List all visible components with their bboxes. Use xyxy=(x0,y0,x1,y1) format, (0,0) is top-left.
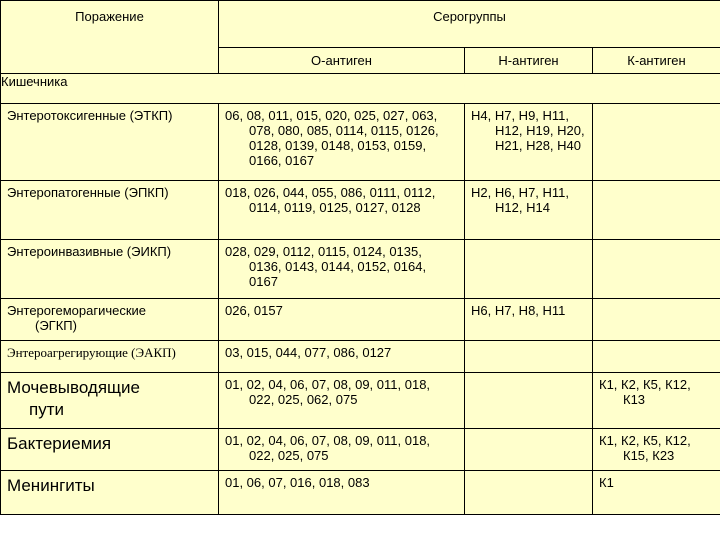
o-antigen-cell: 03, 015, 044, 077, 086, 0127 xyxy=(219,341,465,373)
k-antigen-header: К-антиген xyxy=(593,48,720,74)
o-antigen-cell xyxy=(219,104,465,181)
o-antigen-line: 01, 02, 04, 06, 07, 08, 09, 011, 018, xyxy=(225,433,431,448)
k-antigen-cont: К15, К23 xyxy=(623,448,675,463)
h-antigen-line: Н4, Н7, Н9, Н11, xyxy=(471,108,570,123)
h-antigen-cont: Н12, Н19, Н20, Н21, Н28, Н40 xyxy=(495,123,585,153)
o-antigen-line: 028, 029, 0112, 0115, 0124, 0135, xyxy=(225,244,422,259)
h-antigen-cell xyxy=(465,104,593,181)
o-antigen-cont: 0136, 0143, 0144, 0152, 0164, 0167 xyxy=(249,259,427,289)
k-antigen-cell xyxy=(593,299,720,341)
k-antigen-cell xyxy=(593,240,720,299)
lesion-label-line: Мочевыводящие xyxy=(7,378,140,397)
o-antigen-cell xyxy=(219,181,465,240)
section-intestinal: Кишечника xyxy=(1,74,720,104)
o-antigen-line: 018, 026, 044, 055, 086, 0111, 0112, xyxy=(225,185,436,200)
h-antigen-cell xyxy=(465,373,593,429)
lesion-cell: Бактериемия xyxy=(1,429,219,471)
o-antigen-cell xyxy=(219,373,465,429)
k-antigen-cell xyxy=(593,341,720,373)
h-antigen-cont: Н12, Н14 xyxy=(495,200,550,215)
table-row xyxy=(1,341,720,373)
o-antigen-cont: 022, 025, 075 xyxy=(249,448,329,463)
lesion-cell: Энтеропатогенные (ЭПКП) xyxy=(1,181,219,240)
table-row xyxy=(1,181,720,240)
h-antigen-cell: Н6, Н7, Н8, Н11 xyxy=(465,299,593,341)
lesion-label-line: Энтерогеморагические xyxy=(7,303,147,318)
h-antigen-cell xyxy=(465,181,593,240)
k-antigen-cell xyxy=(593,104,720,181)
table-row xyxy=(1,104,720,181)
o-antigen-cell xyxy=(219,429,465,471)
o-antigen-cont: 078, 080, 085, 0114, 0115, 0126, 0128, 0139, 0148, 0153, 0159, 0166, 0167 xyxy=(249,123,439,168)
h-antigen-cell xyxy=(465,429,593,471)
o-antigen-cell: 01, 06, 07, 016, 018, 083 xyxy=(219,471,465,515)
section-row-intestinal xyxy=(1,74,720,104)
o-antigen-cell xyxy=(219,240,465,299)
lesion-label-cont: пути xyxy=(29,400,64,419)
k-antigen-line: К1, К2, К5, К12, xyxy=(599,377,691,392)
table-row xyxy=(1,471,720,515)
o-antigen-cont: 0114, 0119, 0125, 0127, 0128 xyxy=(249,200,421,215)
lesion-header: Поражение xyxy=(1,1,219,74)
lesion-cell: Энтероинвазивные (ЭИКП) xyxy=(1,240,219,299)
h-antigen-cell xyxy=(465,341,593,373)
o-antigen-cont: 022, 025, 062, 075 xyxy=(249,392,358,407)
h-antigen-cell xyxy=(465,471,593,515)
table-row xyxy=(1,429,720,471)
o-antigen-line: 01, 02, 04, 06, 07, 08, 09, 011, 018, xyxy=(225,377,431,392)
o-antigen-header: О-антиген xyxy=(219,48,465,74)
k-antigen-cell xyxy=(593,429,720,471)
k-antigen-cell: К1 xyxy=(593,471,720,515)
table-row xyxy=(1,373,720,429)
lesion-cell: Энтеротоксигенные (ЭТКП) xyxy=(1,104,219,181)
k-antigen-cont: К13 xyxy=(623,392,646,407)
o-antigen-cell: 026, 0157 xyxy=(219,299,465,341)
h-antigen-header: Н-антиген xyxy=(465,48,593,74)
table-row xyxy=(1,240,720,299)
h-antigen-line: Н2, Н6, Н7, Н11, xyxy=(471,185,570,200)
k-antigen-line: К1, К2, К5, К12, xyxy=(599,433,691,448)
lesion-cell: Менингиты xyxy=(1,471,219,515)
k-antigen-cell xyxy=(593,373,720,429)
lesion-cell xyxy=(1,373,219,429)
lesion-label-cont: (ЭГКП) xyxy=(35,318,77,333)
lesion-cell: Энтероагрегирующие (ЭАКП) xyxy=(1,341,219,373)
serogroups-header: Серогруппы xyxy=(219,1,720,48)
k-antigen-cell xyxy=(593,181,720,240)
table-row xyxy=(1,299,720,341)
header-row-1 xyxy=(1,1,720,48)
o-antigen-line: 06, 08, 011, 015, 020, 025, 027, 063, xyxy=(225,108,438,123)
h-antigen-cell xyxy=(465,240,593,299)
lesion-cell xyxy=(1,299,219,341)
